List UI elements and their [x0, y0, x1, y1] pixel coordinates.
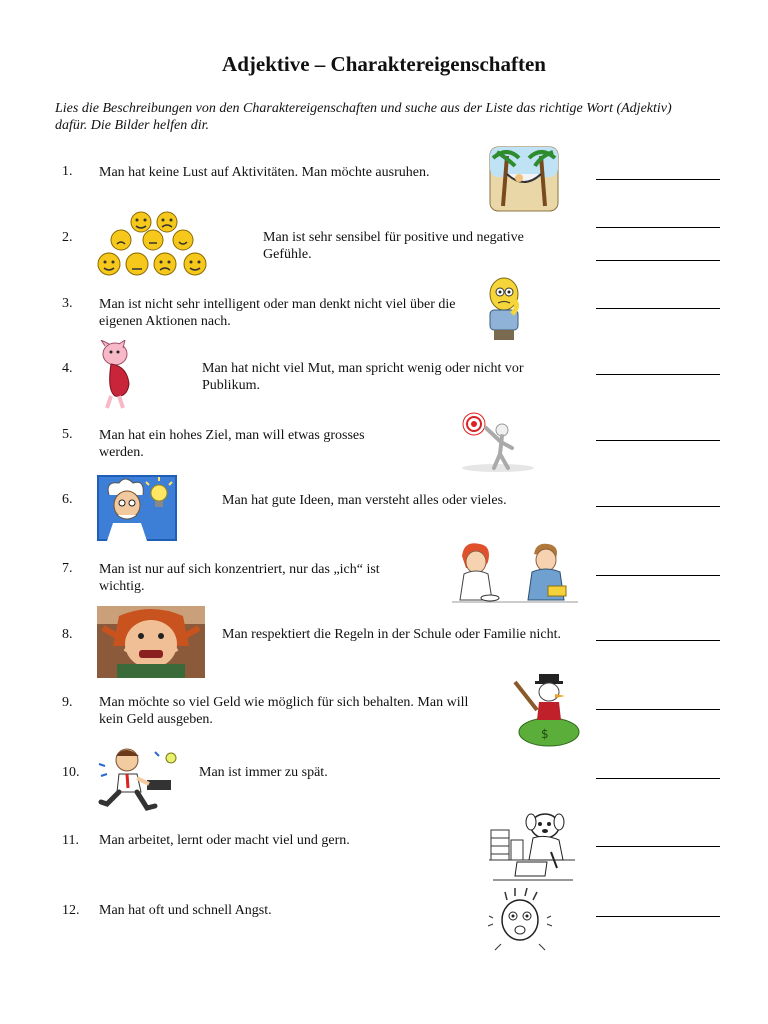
answer-line[interactable] — [596, 179, 720, 180]
answer-line[interactable] — [596, 374, 720, 375]
answer-line[interactable] — [596, 575, 720, 576]
item-number: 12. — [62, 903, 80, 918]
item-description: Man hat ein hohes Ziel, man will etwas grosses werden. — [99, 428, 365, 460]
page-title: Adjektive – Charaktereigenschaften — [222, 52, 546, 76]
item-description: Man hat nicht viel Mut, man spricht wenig oder nicht vor Publikum. — [202, 361, 524, 393]
item-number: 9. — [62, 695, 73, 710]
running-late-icon — [97, 746, 183, 816]
answer-line[interactable] — [596, 440, 720, 441]
item-number: 2. — [62, 230, 73, 245]
emoji-faces-icon — [97, 210, 213, 278]
answer-line[interactable] — [596, 709, 720, 710]
cartoon-boy-icon — [484, 276, 528, 344]
item-number: 1. — [62, 164, 73, 179]
item-description: Man möchte so viel Geld wie möglich für sich behalten. Man will kein Geld ausgeben. — [99, 695, 469, 727]
item-description: Man ist immer zu spät. — [199, 765, 328, 780]
hammock-icon — [489, 146, 559, 212]
item-number: 8. — [62, 627, 73, 642]
target-figure-icon — [452, 404, 544, 474]
item-description: Man ist nur auf sich konzentriert, nur das „ich“ ist wichtig. — [99, 562, 380, 594]
answer-line[interactable] — [596, 506, 720, 507]
item-description: Man hat keine Lust auf Aktivitäten. Man möchte ausruhen. — [99, 165, 430, 180]
item-number: 4. — [62, 361, 73, 376]
item-description: Man hat gute Ideen, man versteht alles oder vieles. — [222, 493, 507, 508]
girl-grimace-icon — [97, 606, 205, 678]
answer-line[interactable] — [596, 640, 720, 641]
shy-piglet-icon — [97, 340, 141, 410]
item-description: Man respektiert die Regeln in der Schule oder Familie nicht. — [222, 627, 562, 642]
duck-money-icon — [511, 670, 581, 748]
item-description: Man arbeitet, lernt oder macht viel und gern. — [99, 833, 350, 848]
item-description: Man hat oft und schnell Angst. — [99, 903, 272, 918]
item-description: Man ist sehr sensibel für positive und negative Gefühle. — [263, 230, 524, 262]
answer-line[interactable] — [596, 778, 720, 779]
item-description: Man ist nicht sehr intelligent oder man denkt nicht viel über die eigenen Aktionen nach. — [99, 297, 456, 329]
scared-face-icon — [487, 888, 553, 952]
answer-line[interactable] — [596, 308, 720, 309]
answer-line[interactable] — [596, 916, 720, 917]
instructions: Lies die Beschreibungen von den Charaktereigenschaften und suche aus der Liste das richtige Wort (Adjektiv) dafür. Die Bilder helfen dir. — [55, 101, 672, 133]
item-number: 3. — [62, 296, 73, 311]
answer-line[interactable] — [596, 260, 720, 261]
answer-line[interactable] — [596, 846, 720, 847]
answer-line[interactable] — [596, 227, 720, 228]
item-number: 7. — [62, 561, 73, 576]
studying-dog-icon — [487, 810, 577, 882]
svg-text:$: $ — [541, 727, 549, 741]
scientist-lightbulb-icon — [97, 475, 177, 541]
item-number: 6. — [62, 492, 73, 507]
kids-eating-icon — [452, 538, 578, 608]
item-number: 11. — [62, 833, 79, 848]
item-number: 10. — [62, 765, 80, 780]
item-number: 5. — [62, 427, 73, 442]
